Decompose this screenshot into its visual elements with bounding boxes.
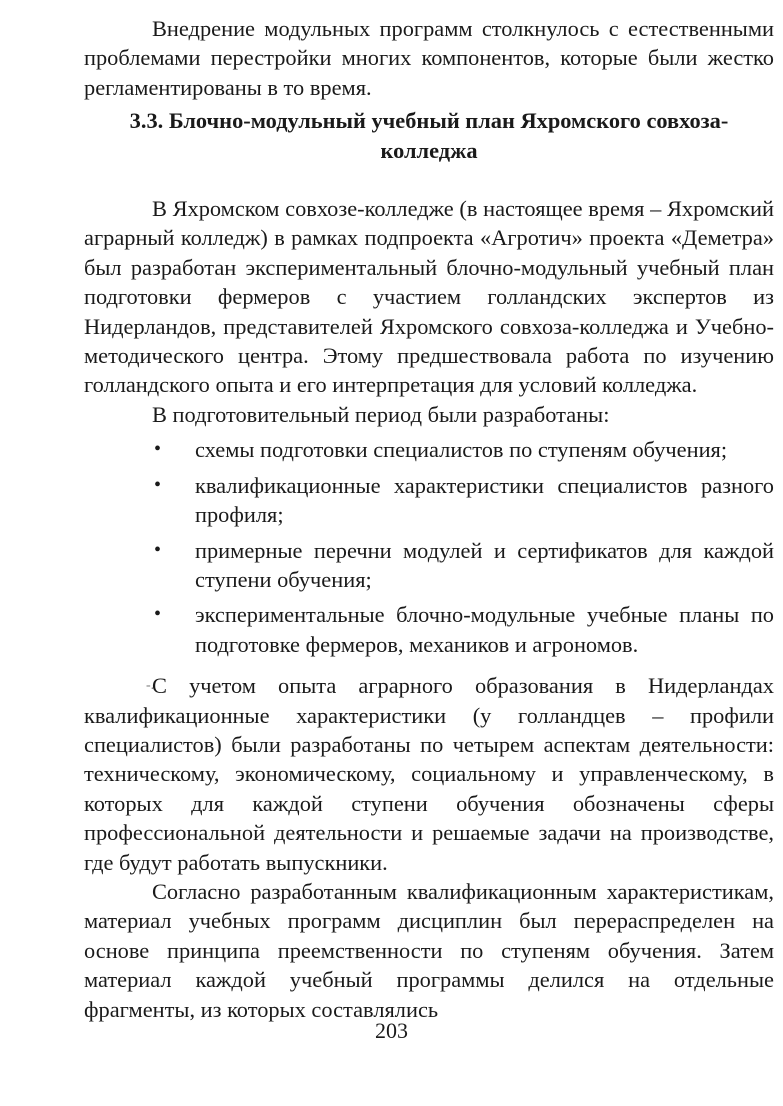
margin-mark: -.	[146, 678, 155, 694]
paragraph-preparatory: В подготовительный период были разработаны:	[152, 401, 610, 427]
document-page	[84, 14, 774, 1024]
list-item	[84, 435, 774, 464]
bullet-icon: •	[154, 538, 162, 561]
bullet-list	[84, 435, 774, 659]
list-item-text: квалификационные характеристики специалистов разного профиля;	[195, 472, 774, 528]
list-item-text: схемы подготовки специалистов по ступеням обучения;	[195, 437, 728, 463]
bullet-icon: •	[154, 473, 162, 496]
page-number: 203	[375, 1018, 408, 1043]
list-item-text: экспериментальные блочно-модульные учебные планы по подготовке фермеров, механиков и агрономов.	[195, 602, 774, 657]
list-item	[84, 600, 774, 659]
list-item	[84, 471, 774, 530]
intro-paragraph: Внедрение модульных программ столкнулось с естественными проблемами перестройки многих компонентов, которые были жестко регламентированы в то время.	[84, 16, 774, 100]
list-item-text: примерные перечни модулей и сертификатов для каждой ступени обучения;	[195, 537, 774, 592]
bullet-icon: •	[154, 438, 162, 461]
paragraph-project: В Яхромском совхозе-колледже (в настоящее время – Яхромский аграрный колледж) в рамках подпроекта «Агротич» проекта «Деметра» был разработан экспериментальный блочно-модульный учебный план подготовки фермеров с участием голландских экспертов из Нидерландов, представителей Яхромского совхоза-колледжа и Учебно-методического центра. Этому предшествовала работа по изучению голландского опыта и его интерпретация для условий колледжа.	[84, 196, 774, 398]
bullet-icon: •	[154, 603, 162, 626]
paragraph-programs: Согласно разработанным квалификационным характеристикам, материал учебных программ дисциплин был перераспределен на основе принципа преемственности по ступеням обучения. Затем материал каждой учебный программы делился на отдельные фрагменты, из которых составлялись	[84, 878, 774, 1022]
paragraph-netherlands-text: С учетом опыта аграрного образования в Нидерландах квалификационные характеристики (у голландцев – профили специалистов) были разработаны по четырем аспектам деятельности: техническому, экономическому, социальному и управленческому, в которых для каждой ступени обучения обозначены сферы профессиональной деятельности и решаемые задачи на производстве, где будут работать выпускники.	[84, 673, 774, 875]
spacer	[84, 165, 774, 194]
paragraph-netherlands	[84, 671, 774, 877]
list-item	[84, 536, 774, 595]
section-heading: 3.3. Блочно-модульный учебный план Яхромского совхоза-колледжа	[129, 108, 729, 163]
